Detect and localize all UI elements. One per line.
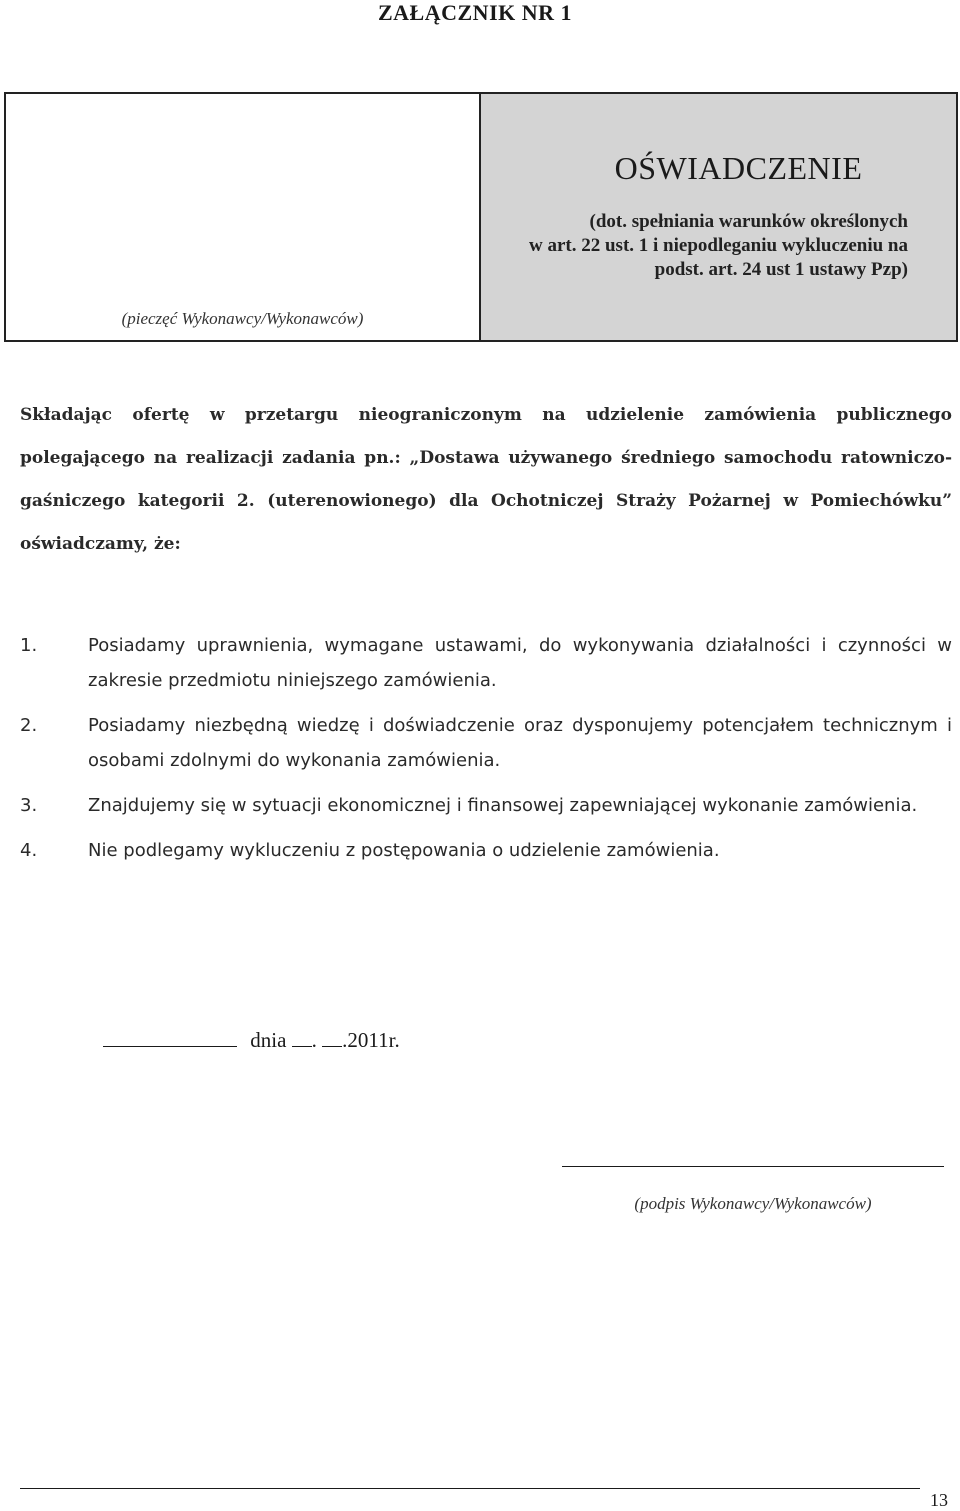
statement-subtitle-line: w art. 22 ust. 1 i niepodleganiu wykluczeniu na <box>529 235 908 256</box>
stamp-area <box>6 94 481 340</box>
annex-title: ZAŁĄCZNIK NR 1 <box>378 0 573 25</box>
list-item <box>20 628 952 698</box>
list-item-number: 1. <box>20 635 38 656</box>
list-item <box>20 788 952 823</box>
signature-label: (podpis Wykonawcy/Wykonawców) <box>634 1194 872 1213</box>
intro-paragraph: Składając ofertę w przetargu nieograniczonym na udzielenie zamówienia publicznego polegającego na realizacji zadania pn.: „Dostawa używanego średniego samochodu ratowniczo-gaśniczego kategorii 2. (uterenowionego) dla Ochotniczej Straży Pożarnej w Pomiechówku” oświadczamy, że: <box>20 405 952 554</box>
list-item <box>20 833 952 868</box>
statement-subtitle <box>518 210 908 282</box>
date-separator: . <box>311 1028 317 1052</box>
place-blank <box>103 1029 237 1047</box>
statement-title-area <box>481 94 956 340</box>
date-line <box>103 1028 400 1053</box>
list-item-text: Posiadamy niezbędną wiedzę i doświadczenie oraz dysponujemy potencjałem technicznym i osobami zdolnymi do wykonania zamówienia. <box>88 715 952 771</box>
list-item-number: 3. <box>20 795 38 816</box>
page-number: 13 <box>930 1490 948 1510</box>
stamp-label: (pieczęć Wykonawcy/Wykonawców) <box>121 309 364 328</box>
statement-title: OŚWIADCZENIE <box>614 150 863 186</box>
statement-subtitle-line: (dot. spełniania warunków określonych <box>589 211 908 232</box>
declarations-list <box>20 628 952 878</box>
footer-divider <box>20 1488 920 1489</box>
list-item-text: Nie podlegamy wykluczeniu z postępowania o udzielenie zamówienia. <box>88 840 720 861</box>
list-item-text: Znajdujemy się w sytuacji ekonomicznej i finansowej zapewniającej wykonanie zamówienia. <box>88 795 918 816</box>
day-blank <box>292 1029 312 1047</box>
date-label: dnia <box>250 1028 287 1052</box>
header-box <box>4 92 958 342</box>
signature-line <box>562 1166 944 1167</box>
list-item-number: 2. <box>20 715 38 736</box>
list-item-number: 4. <box>20 840 38 861</box>
statement-subtitle-line: podst. art. 24 ust 1 ustawy Pzp) <box>654 259 908 280</box>
month-blank <box>322 1029 342 1047</box>
date-year: .2011r. <box>342 1028 400 1052</box>
list-item-text: Posiadamy uprawnienia, wymagane ustawami, do wykonywania działalności i czynności w zakresie przedmiotu niniejszego zamówienia. <box>88 635 952 691</box>
list-item <box>20 708 952 778</box>
